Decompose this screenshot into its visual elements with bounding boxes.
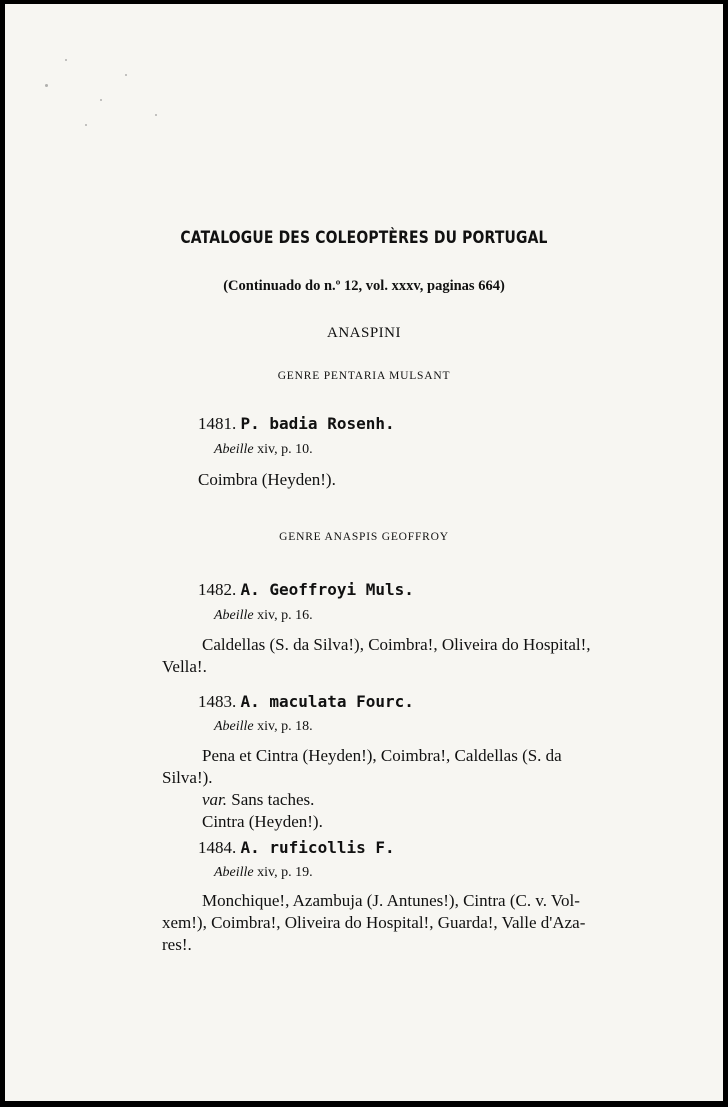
- page-title: CATALOGUE DES COLEOPTÈRES DU PORTUGAL: [180, 228, 548, 248]
- species-number: 1484.: [198, 838, 237, 857]
- scan-speck: [155, 114, 157, 116]
- locality-line: Silva!).: [162, 768, 213, 787]
- reference-detail: xiv, p. 16.: [257, 608, 313, 623]
- species-reference: [214, 442, 313, 458]
- locality-line: res!.: [162, 935, 192, 954]
- species-localities: [162, 890, 662, 956]
- species-reference: [214, 719, 313, 735]
- species-reference: [214, 865, 313, 881]
- species-name: A. ruficollis F.: [240, 838, 395, 857]
- locality-line: Pena et Cintra (Heyden!), Coimbra!, Caldellas (S. da: [202, 746, 562, 765]
- species-heading: [198, 692, 414, 712]
- variety-text: Sans taches.: [231, 790, 315, 809]
- species-localities: [162, 634, 652, 678]
- variety-label: var.: [202, 790, 228, 809]
- reference-work: Abeille: [214, 865, 254, 880]
- species-localities: [162, 745, 652, 833]
- tribe-heading: ANASPINI: [326, 325, 401, 341]
- species-number: 1481.: [198, 414, 237, 433]
- species-number: 1483.: [198, 692, 237, 711]
- scan-speck: [65, 59, 67, 61]
- species-name: A. Geoffroyi Muls.: [240, 580, 414, 599]
- reference-work: Abeille: [214, 719, 254, 734]
- genre-heading-pentaria: GENRE PENTARIA MULSANT: [277, 370, 451, 382]
- species-number: 1482.: [198, 580, 237, 599]
- continuation-note: (Continuado do n.º 12, vol. xxxv, paginas 664): [223, 278, 505, 294]
- locality-line: Monchique!, Azambuja (J. Antunes!), Cintra (C. v. Vol-: [202, 891, 580, 910]
- scan-speck: [85, 124, 87, 126]
- scan-speck: [125, 74, 127, 76]
- species-localities: [198, 469, 336, 491]
- species-heading: [198, 838, 395, 858]
- reference-work: Abeille: [214, 442, 254, 457]
- scan-speck: [100, 99, 102, 101]
- species-heading: [198, 414, 395, 434]
- locality-line: Coimbra (Heyden!).: [198, 470, 336, 489]
- scan-speck: [45, 84, 48, 87]
- locality-line: xem!), Coimbra!, Oliveira do Hospital!, Guarda!, Valle d'Aza-: [162, 913, 586, 932]
- locality-line: Caldellas (S. da Silva!), Coimbra!, Oliveira do Hospital!,: [202, 635, 591, 654]
- species-heading: [198, 580, 414, 600]
- variety-line: [162, 789, 652, 811]
- variety-locality: Cintra (Heyden!).: [202, 812, 323, 831]
- reference-detail: xiv, p. 10.: [257, 442, 313, 457]
- reference-detail: xiv, p. 18.: [257, 719, 313, 734]
- genre-heading-anaspis: GENRE ANASPIS GEOFFROY: [279, 531, 449, 543]
- locality-line: Vella!.: [162, 657, 207, 676]
- reference-detail: xiv, p. 19.: [257, 865, 313, 880]
- species-name: A. maculata Fourc.: [240, 692, 414, 711]
- species-reference: [214, 608, 313, 624]
- reference-work: Abeille: [214, 608, 254, 623]
- species-name: P. badia Rosenh.: [240, 414, 395, 433]
